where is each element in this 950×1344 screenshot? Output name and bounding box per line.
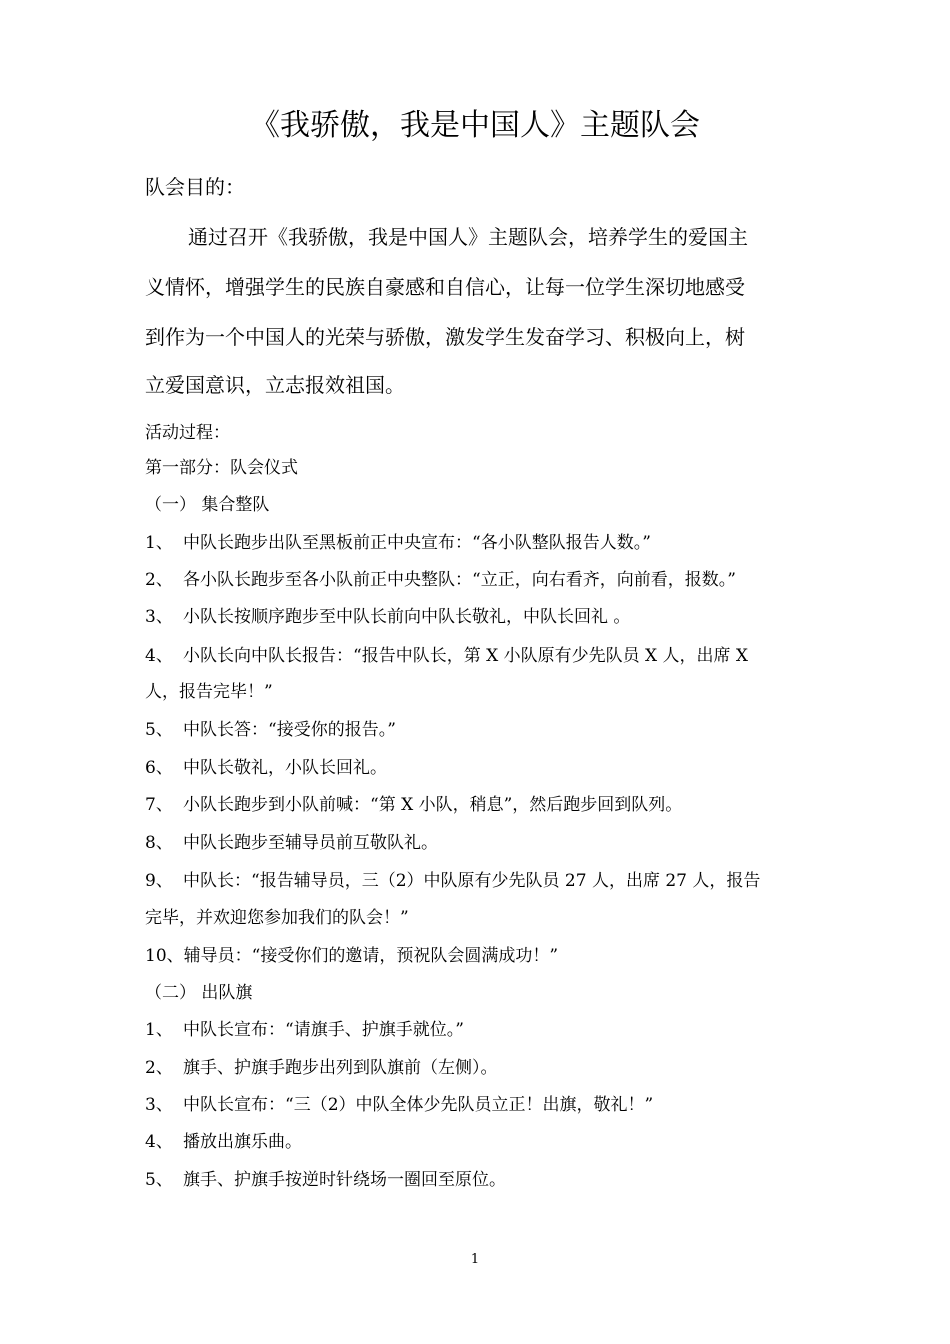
section2-heading: （二） 出队旗	[145, 983, 253, 1003]
item-number: 8、	[145, 833, 173, 853]
item-text: 旗手、护旗手按逆时针绕场一圈回至原位。	[183, 1170, 506, 1190]
item-number: 3、	[145, 1095, 173, 1115]
item-text: 完毕，并欢迎您参加我们的队会！”	[145, 908, 409, 928]
purpose-line: 通过召开《我骄傲，我是中国人》主题队会，培养学生的爱国主	[188, 225, 748, 249]
item-text: 小队长按顺序跑步至中队长前向中队长敬礼，中队长回礼 。	[183, 607, 631, 627]
list-item	[145, 943, 558, 969]
list-item	[145, 792, 682, 818]
list-item	[145, 643, 748, 669]
item-text: 中队长：“报告辅导员，三（2）中队原有少先队员 27 人，出席 27 人，报告	[183, 871, 761, 891]
list-item-continuation	[145, 905, 409, 931]
list-item	[145, 1017, 464, 1043]
section1-heading: （一） 集合整队	[145, 495, 270, 515]
item-text: 旗手、护旗手跑步出列到队旗前（左侧）。	[183, 1058, 498, 1078]
item-number: 5、	[145, 720, 173, 740]
list-item	[145, 1167, 506, 1193]
item-text: 人，报告完毕！”	[145, 682, 273, 702]
item-number: 4、	[145, 646, 173, 666]
purpose-line: 到作为一个中国人的光荣与骄傲，激发学生发奋学习、积极向上，树	[145, 325, 745, 349]
list-item-continuation	[145, 679, 273, 705]
list-item	[145, 1092, 653, 1118]
list-item	[145, 717, 396, 743]
list-item	[145, 604, 630, 630]
item-number: 9、	[145, 871, 173, 891]
item-number: 5、	[145, 1170, 173, 1190]
list-item	[145, 868, 760, 894]
item-text: 中队长敬礼，小队长回礼。	[183, 758, 387, 778]
item-text: 中队长宣布：“三（2）中队全体少先队员立正！出旗，敬礼！”	[183, 1095, 654, 1115]
item-text: 播放出旗乐曲。	[183, 1132, 302, 1152]
item-number: 2、	[145, 1058, 173, 1078]
list-item	[145, 530, 651, 556]
item-text: 中队长宣布：“请旗手、护旗手就位。”	[183, 1020, 464, 1040]
list-item	[145, 1129, 302, 1155]
page-number: 1	[470, 1252, 480, 1267]
item-text: 中队长跑步出队至黑板前正中央宣布：“各小队整队报告人数。”	[183, 533, 651, 553]
list-item	[145, 567, 736, 593]
process-heading: 活动过程：	[145, 423, 230, 443]
item-text: 各小队长跑步至各小队前正中央整队：“立正，向右看齐，向前看，报数。”	[183, 570, 736, 590]
item-text: 中队长答：“接受你的报告。”	[183, 720, 396, 740]
item-number: 4、	[145, 1132, 173, 1152]
item-text: 中队长跑步至辅导员前互敬队礼。	[183, 833, 438, 853]
item-number: 1、	[145, 533, 173, 553]
list-item	[145, 1055, 498, 1081]
purpose-line: 义情怀，增强学生的民族自豪感和自信心，让每一位学生深切地感受	[145, 275, 745, 299]
item-number: 3、	[145, 607, 173, 627]
item-number: 1、	[145, 1020, 173, 1040]
item-text: 小队长跑步到小队前喊：“第 X 小队，稍息”，然后跑步回到队列。	[183, 795, 683, 815]
item-text: 小队长向中队长报告：“报告中队长，第 X 小队原有少先队员 X 人，出席 X	[183, 646, 749, 666]
page-title: 《我骄傲，我是中国人》主题队会	[250, 108, 700, 143]
part1-heading: 第一部分：队会仪式	[145, 458, 298, 478]
list-item	[145, 755, 387, 781]
item-text: 10、辅导员：“接受你们的邀请，预祝队会圆满成功！”	[145, 946, 559, 966]
item-number: 7、	[145, 795, 173, 815]
list-item	[145, 830, 438, 856]
purpose-line: 立爱国意识，立志报效祖国。	[145, 373, 405, 397]
item-number: 6、	[145, 758, 173, 778]
purpose-heading: 队会目的：	[145, 175, 245, 199]
item-number: 2、	[145, 570, 173, 590]
